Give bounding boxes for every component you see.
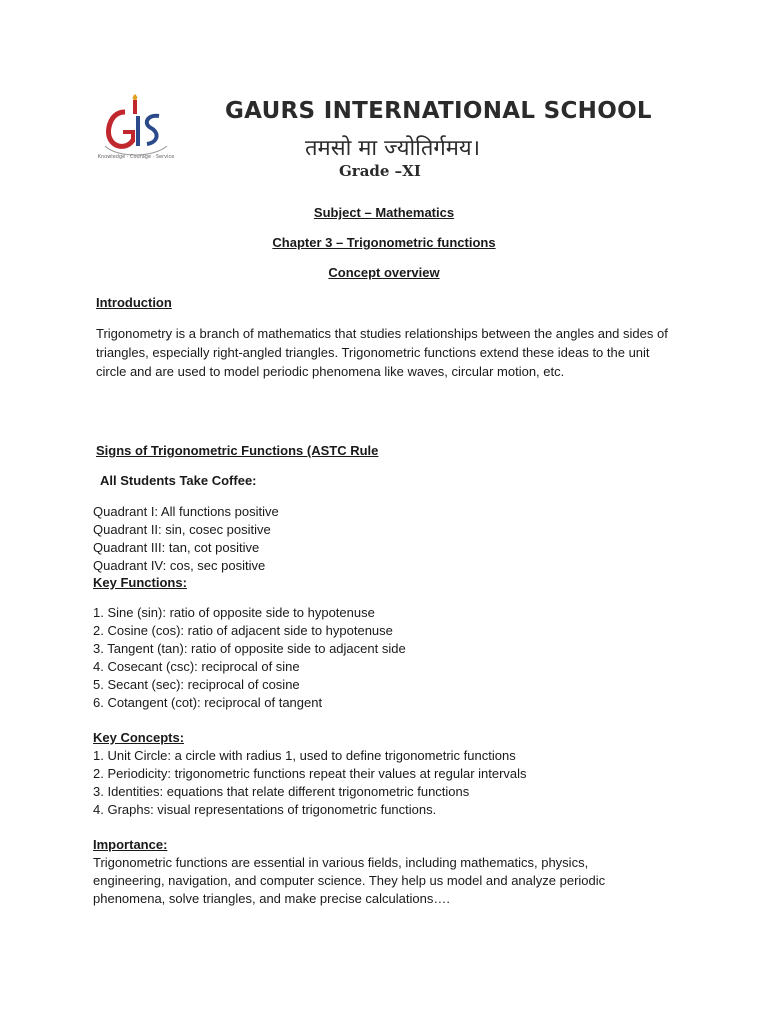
key-concepts-list: [93, 747, 527, 819]
mnemonic-label: All Students Take Coffee:: [100, 473, 257, 488]
list-item: 5. Secant (sec): reciprocal of cosine: [93, 677, 300, 692]
logo-letter-i: [136, 116, 140, 146]
school-logo: [97, 92, 175, 162]
key-functions-heading: Key Functions:: [93, 575, 187, 590]
logo-torch: [133, 100, 137, 114]
list-item: 3. Identities: equations that relate different trigonometric functions: [93, 784, 470, 799]
importance-text: Trigonometric functions are essential in various fields, including mathematics, physics, engineering, navigation, and computer science. They help us model and analyze periodic phenomena, solve triangles, and make precise calculations….: [93, 855, 606, 906]
school-motto: तमसो मा ज्योतिर्गमय।: [305, 136, 481, 161]
list-item: Quadrant III: tan, cot positive: [93, 540, 260, 555]
list-item: 1. Sine (sin): ratio of opposite side to hypotenuse: [93, 605, 375, 620]
key-functions-list: [93, 604, 406, 712]
list-item: 4. Graphs: visual representations of trigonometric functions.: [93, 802, 437, 817]
list-item: 1. Unit Circle: a circle with radius 1, used to define trigonometric functions: [93, 748, 516, 763]
chapter-title: Chapter 3 – Trigonometric functions: [272, 235, 496, 250]
list-item: 6. Cotangent (cot): reciprocal of tangent: [93, 695, 323, 710]
logo-letter-s: [147, 116, 159, 144]
list-item: Quadrant I: All functions positive: [93, 504, 279, 519]
importance-heading: Importance:: [93, 837, 168, 852]
logo-tagline: Knowledge · Courage · Service: [97, 154, 175, 160]
list-item: 2. Cosine (cos): ratio of adjacent side to hypotenuse: [93, 623, 393, 638]
school-name: GAURS INTERNATIONAL SCHOOL: [225, 98, 652, 124]
list-item: Quadrant IV: cos, sec positive: [93, 558, 266, 573]
logo-flame: [133, 94, 138, 100]
subject-title: Subject – Mathematics: [313, 205, 455, 220]
list-item: 4. Cosecant (csc): reciprocal of sine: [93, 659, 300, 674]
key-concepts-heading: Key Concepts:: [93, 730, 185, 745]
list-item: 3. Tangent (tan): ratio of opposite side to adjacent side: [93, 641, 406, 656]
overview-title: Concept overview: [328, 265, 440, 280]
list-item: Quadrant II: sin, cosec positive: [93, 522, 271, 537]
introduction-text: Trigonometry is a branch of mathematics that studies relationships between the angles and sides of triangles, especially right-angled triangles. Trigonometric functions extend these ideas to the unit circle and are used to model periodic phenomena like waves, circular motion, etc.: [96, 326, 668, 379]
introduction-heading: Introduction: [96, 295, 172, 310]
logo-letter-g: [109, 112, 133, 146]
signs-heading: Signs of Trigonometric Functions (ASTC Rule: [96, 443, 379, 458]
quadrant-list: [93, 503, 279, 575]
grade-label: Grade –XI: [339, 162, 421, 180]
list-item: 2. Periodicity: trigonometric functions repeat their values at regular intervals: [93, 766, 527, 781]
